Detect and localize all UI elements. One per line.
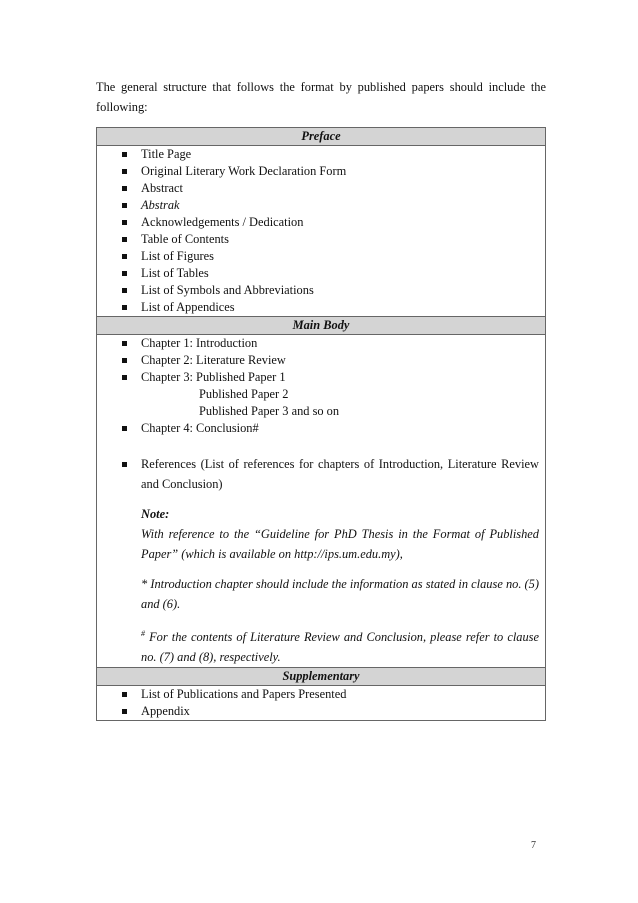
preface-section <box>97 146 545 316</box>
note-text: With reference to the “Guideline for PhD Thesis in the Format of Published Paper” (which is available on http://ips.um.edu.my), <box>141 527 539 561</box>
supplementary-heading: Supplementary <box>97 667 545 686</box>
list-item: Acknowledgements / Dedication <box>97 214 545 231</box>
supplementary-list <box>97 686 545 720</box>
spacer <box>97 494 545 504</box>
note-block <box>97 504 545 667</box>
note-hash: # For the contents of Literature Review and Conclusion, please refer to clause no. (7) and (8), respectively. <box>141 629 539 665</box>
bullet-icon <box>122 358 127 363</box>
bullet-icon <box>122 220 127 225</box>
bullet-icon <box>122 169 127 174</box>
bullet-icon <box>122 341 127 346</box>
note-introduction: * Introduction chapter should include the information as stated in clause no. (5) and (6). <box>141 577 539 611</box>
references-list <box>97 454 545 494</box>
structure-table <box>96 127 546 721</box>
main-body-section <box>97 335 545 667</box>
bullet-icon <box>122 288 127 293</box>
main-body-list-cont <box>97 420 545 437</box>
list-item: Chapter 1: Introduction <box>97 335 545 352</box>
intro-paragraph: The general structure that follows the format by published papers should include the following: <box>96 80 546 114</box>
list-item: Chapter 2: Literature Review <box>97 352 545 369</box>
bullet-icon <box>122 152 127 157</box>
list-item: Appendix <box>97 703 545 720</box>
list-item: Abstrak <box>97 197 545 214</box>
preface-list <box>97 146 545 316</box>
bullet-icon <box>122 254 127 259</box>
list-item: List of Appendices <box>97 299 545 316</box>
bullet-icon <box>122 271 127 276</box>
preface-heading: Preface <box>97 128 545 146</box>
bullet-icon <box>122 203 127 208</box>
list-item: Chapter 4: Conclusion# <box>97 420 545 437</box>
spacer <box>141 564 539 574</box>
list-item: Abstract <box>97 180 545 197</box>
spacer <box>141 614 539 624</box>
list-item: List of Symbols and Abbreviations <box>97 282 545 299</box>
supplementary-section <box>97 686 545 720</box>
main-body-list <box>97 335 545 386</box>
main-body-heading: Main Body <box>97 316 545 335</box>
bullet-icon <box>122 426 127 431</box>
bullet-icon <box>122 375 127 380</box>
sub-list-item: Published Paper 2 <box>199 387 289 401</box>
bullet-icon <box>122 462 127 467</box>
list-item: Chapter 3: Published Paper 1 <box>97 369 545 386</box>
sub-list-item: Published Paper 3 and so on <box>199 404 340 418</box>
bullet-icon <box>122 237 127 242</box>
page-number: 7 <box>531 840 536 851</box>
list-item: Title Page <box>97 146 545 163</box>
list-item: Table of Contents <box>97 231 545 248</box>
note-title: Note: <box>141 507 170 521</box>
hash-mark: # <box>141 629 145 638</box>
spacer <box>97 437 545 454</box>
list-item: References (List of references for chapters of Introduction, Literature Review and Conclusion) <box>97 454 545 494</box>
bullet-icon <box>122 305 127 310</box>
bullet-icon <box>122 709 127 714</box>
list-item: List of Publications and Papers Presented <box>97 686 545 703</box>
bullet-icon <box>122 692 127 697</box>
list-item: Original Literary Work Declaration Form <box>97 163 545 180</box>
list-item: List of Figures <box>97 248 545 265</box>
list-item: List of Tables <box>97 265 545 282</box>
bullet-icon <box>122 186 127 191</box>
